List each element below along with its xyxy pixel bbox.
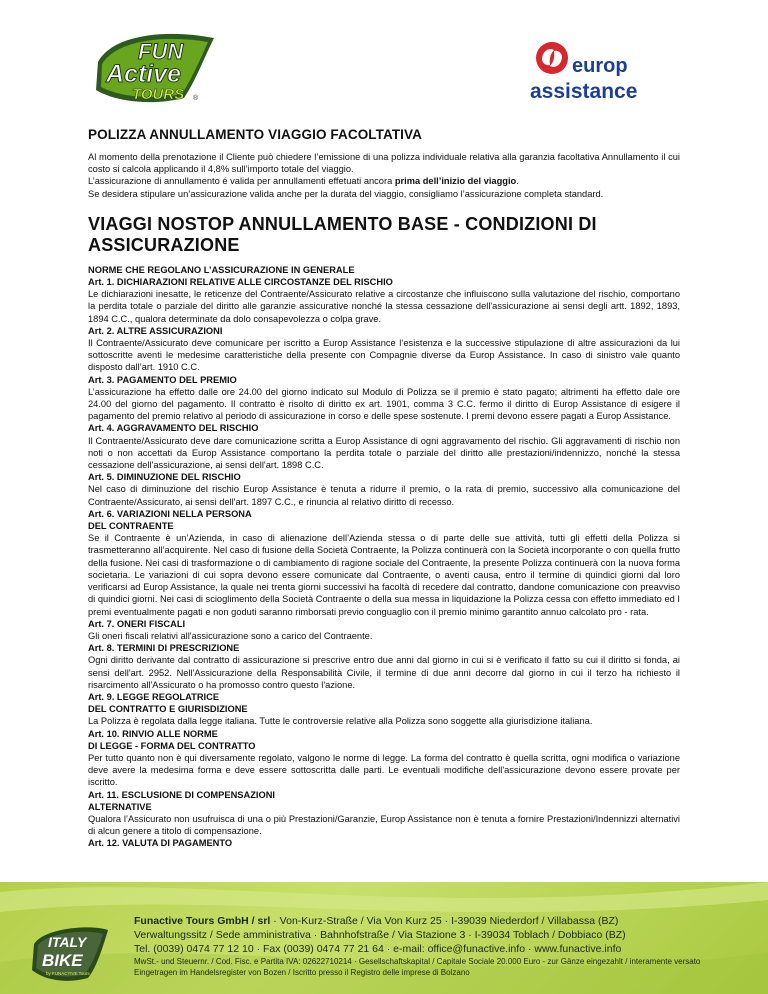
condition-paragraph: Il Contraente/Assicurato deve comunicare per iscritto a Europ Assistance l’esistenza e la successive stipulazione di altre assicurazioni da lui sottoscritte aventi le medesime caratteristiche della presente con Compagnie diverse da Europ Assistance. In caso di sinistro vale quanto disposto dall’art. 1910 C.C. — [88, 338, 680, 373]
condition-paragraph: Il Contraente/Assicurato deve dare comunicazione scritta a Europ Assistance di ogni aggravamento del rischio. Gli aggravamenti di rischio non noti o non accettati da Europ Assistance comportano la perdita totale o parziale del diritto alle prestazioni/indennizzo, nonché la stessa cessazione dell'assicurazione, ai sensi dell'art. 1898 C.C. — [88, 435, 680, 471]
section1-paragraph — [88, 175, 680, 187]
footer-line-3: Tel. (0039) 0474 77 12 10 · Fax (0039) 0474 77 21 64 · e-mail: office@funactive.info · www.funactive.info — [134, 943, 622, 955]
condition-paragraph: L’assicurazione ha effetto dalle ore 24.00 del giorno indicato sul Modulo di Polizza se il premio è stato pagato; altrimenti ha effetto dale ore 24.00 del giorno del pagamento. Il contratto è risolto di diritto ex art. 1901, comma 3 C.C. fermo il diritto di Europ Assistance di esigere il pagamento del premio relativo al periodo di assicurazione in corso e delle spese sostenute. I premi devono essere pagati a Europ Assistance. — [88, 386, 680, 422]
condition-heading: Art. 7. ONERI FISCALI — [88, 618, 186, 629]
italy-bike-tagline: by FUNACTIVE Tours — [46, 971, 90, 976]
italy-text: ITALY — [48, 934, 87, 950]
condition-heading: DEL CONTRATTO E GIURISDIZIONE — [88, 704, 248, 715]
footer-line-2: Verwaltungssitz / Sede amministrativa · Bahnhofstraße / Via Stazione 3 · I-39034 Toblach / Dobbiaco (BZ) — [134, 929, 626, 941]
conditions-list — [88, 264, 680, 850]
condition-paragraph: Ogni diritto derivante dal contratto di assicurazione si prescrive entro due anni dal giorno in cui si è verificato il fatto su cui il diritto si fonda, ai sensi dell'art. 2952. Nell'Assicurazione della Responsabilità Civile, il termine di due anni decorre dal giorno in cui il terzo ha richiesto il risarcimento all'Assicurato o ha promosso contro questo l'azione. — [88, 655, 680, 690]
section2-title: VIAGGI NOSTOP ANNULLAMENTO BASE - CONDIZIONI DI ASSICURAZIONE — [88, 213, 597, 255]
assistance-text: assistance — [530, 80, 638, 103]
europ-emblem-icon — [536, 42, 568, 74]
condition-heading: Art. 9. LEGGE REGOLATRICE — [88, 691, 220, 702]
condition-paragraph: Qualora l’Assicurato non usufruisca di una o più Prestazioni/Garanzie, Europ Assistance non è tenuta a fornire Prestazioni/Indennizzi alternativi di alcun genere a titolo di compensazione. — [88, 813, 680, 837]
italy-bike-logo — [30, 922, 112, 984]
condition-heading: Art. 10. RINVIO ALLE NORME — [88, 728, 218, 739]
condition-heading: DI LEGGE - FORMA DEL CONTRATTO — [88, 740, 256, 751]
condition-heading: Art. 4. AGGRAVAMENTO DEL RISCHIO — [88, 423, 259, 434]
condition-heading: ALTERNATIVE — [88, 801, 152, 812]
funactive-tours-logo — [92, 28, 222, 110]
condition-paragraph: Se il Contraente è un’Azienda, in caso di alienazione dell’Azienda stessa o di parte delle sue attività, tutti gli effetti della Polizza si trasmetteranno all’acquirente. Nel caso di fusione della Società Contraente, la Polizza continuerà con la Società incorporante o con quella frutto della fusione. Nei casi di trasformazione o di cambiamento di ragione sociale del Contraente, la presente Polizza continuerà con la nuova forma societaria. Le variazioni di cui sopra devono essere comunicate dal Contraente, o aventi causa, entro il termine di quindici giorni dal loro verificarsi ad Europ Assistance, la quale nei trenta giorni successivi ha facoltà di recedere dal contratto, dandone comunicazione con preavviso di quindici giorni. Nei casi di scioglimento della Società Contraente o della sua messa in liquidazione la Polizza cessa con effetto immediato ed I premi eventualmente pagati e non goduti saranno rimborsati previo conguaglio con il premio minimo garantito annuo calcolato pro - rata. — [88, 533, 680, 617]
europ-text: europ — [572, 55, 628, 77]
company-address: · Von-Kurz-Straße / Via Von Kurz 25 · I-39039 Niederdorf / Villabassa (BZ) — [270, 915, 619, 927]
condition-paragraph: Per tutto quanto non è qui diversamente regolato, valgono le norme di legge. La forma del contratto è quella scritta, ogni modifica o variazione deve avere la medesima forma e deve essere sottoscritta dalle parti. Le eventuali modifiche dell'assicurazione devono essere provate per iscritto. — [88, 752, 680, 788]
condition-paragraph: Gli oneri fiscali relativi all'assicurazione sono a carico del Contraente. — [88, 630, 373, 641]
logo-text-tours: TOURS — [132, 86, 185, 103]
section1-title: POLIZZA ANNULLAMENTO VIAGGIO FACOLTATIVA — [88, 127, 422, 142]
footer-text — [134, 914, 754, 978]
footer-line-5: Eingetragen im Handelsregister von Bozen / Iscritto presso il Registro delle imprese di Bolzano — [134, 968, 470, 977]
condition-heading: Art. 1. DICHIARAZIONI RELATIVE ALLE CIRCOSTANZE DEL RISCHIO — [88, 277, 393, 288]
condition-heading: Art. 12. VALUTA DI PAGAMENTO — [88, 838, 233, 849]
footer-line-4: MwSt.- und Steuernr. / Cod. Fisc. e Partita IVA: 02622710214 · Gesellschaftskapital / Capitale Sociale 20.000 Euro - zur Gänze eingezahlt / interamente versato — [134, 957, 701, 966]
footer-line-1 — [134, 914, 754, 928]
bike-text: BIKE — [42, 951, 83, 970]
logo-registered-mark: ® — [193, 95, 199, 102]
condition-heading: DEL CONTRAENTE — [88, 521, 174, 532]
section1-paragraph: Al momento della prenotazione il Cliente può chiedere l’emissione di una polizza individuale relativa alla garanzia facoltativa Annullamento il cui costo si calcola applicando il 4,8% sull’importo totale del viaggio. — [88, 152, 680, 175]
condition-heading: Art. 11. ESCLUSIONE DI COMPENSAZIONI — [88, 789, 275, 800]
condition-heading: Art. 2. ALTRE ASSICURAZIONI — [88, 325, 223, 336]
section1-emphasis: prima dell’inizio del viaggio — [394, 176, 517, 187]
europ-assistance-logo — [528, 38, 648, 106]
condition-paragraph: Le dichiarazioni inesatte, le reticenze del Contraente/Assicurato relative a circostanze che influiscono sulla valutazione del rischio, comportano la perdita totale o parziale del diritto alle garanzie assicurative nonché la stessa cessazione dell'assicurazione ai sensi degli artt. 1892, 1893, 1894 C.C., qualora determinate da dolo consapevolezza o colpa grave. — [88, 289, 680, 324]
condition-heading: Art. 5. DIMINUZIONE DEL RISCHIO — [88, 472, 241, 483]
condition-paragraph: La Polizza è regolata dalla legge italiana. Tutte le controversie relative alla Polizza sono soggette alla giurisdizione italiana. — [88, 716, 593, 727]
condition-heading: Art. 3. PAGAMENTO DEL PREMIO — [88, 374, 237, 385]
logo-text-fun: FUN — [138, 39, 184, 64]
section1-text: . — [516, 176, 519, 187]
document-body — [88, 127, 680, 850]
condition-paragraph: Nel caso di diminuzione del rischio Europ Assistance è tenuta a ridurre il premio, o la rata di premio, successivo alla comunicazione del Contraente/Assicurato, ai sensi dell'art. 1897 C.C., e rinuncia al relativo diritto di recesso. — [88, 484, 680, 507]
condition-heading: NORME CHE REGOLANO L’ASSICURAZIONE IN GENERALE — [88, 264, 355, 275]
section1-text: L’assicurazione di annullamento é valida per annullamenti effetuati ancora — [88, 176, 395, 187]
condition-heading: Art. 6. VARIAZIONI NELLA PERSONA — [88, 508, 252, 519]
logo-text-active: Active — [106, 60, 182, 88]
footer — [0, 882, 768, 994]
company-name: Funactive Tours GmbH / srl — [134, 915, 271, 927]
condition-heading: Art. 8. TERMINI DI PRESCRIZIONE — [88, 643, 240, 654]
section1-paragraph: Se desidera stipulare un’assicurazione valida anche per la durata del viaggio, consigliamo l’assicurazione completa standard. — [88, 188, 604, 199]
